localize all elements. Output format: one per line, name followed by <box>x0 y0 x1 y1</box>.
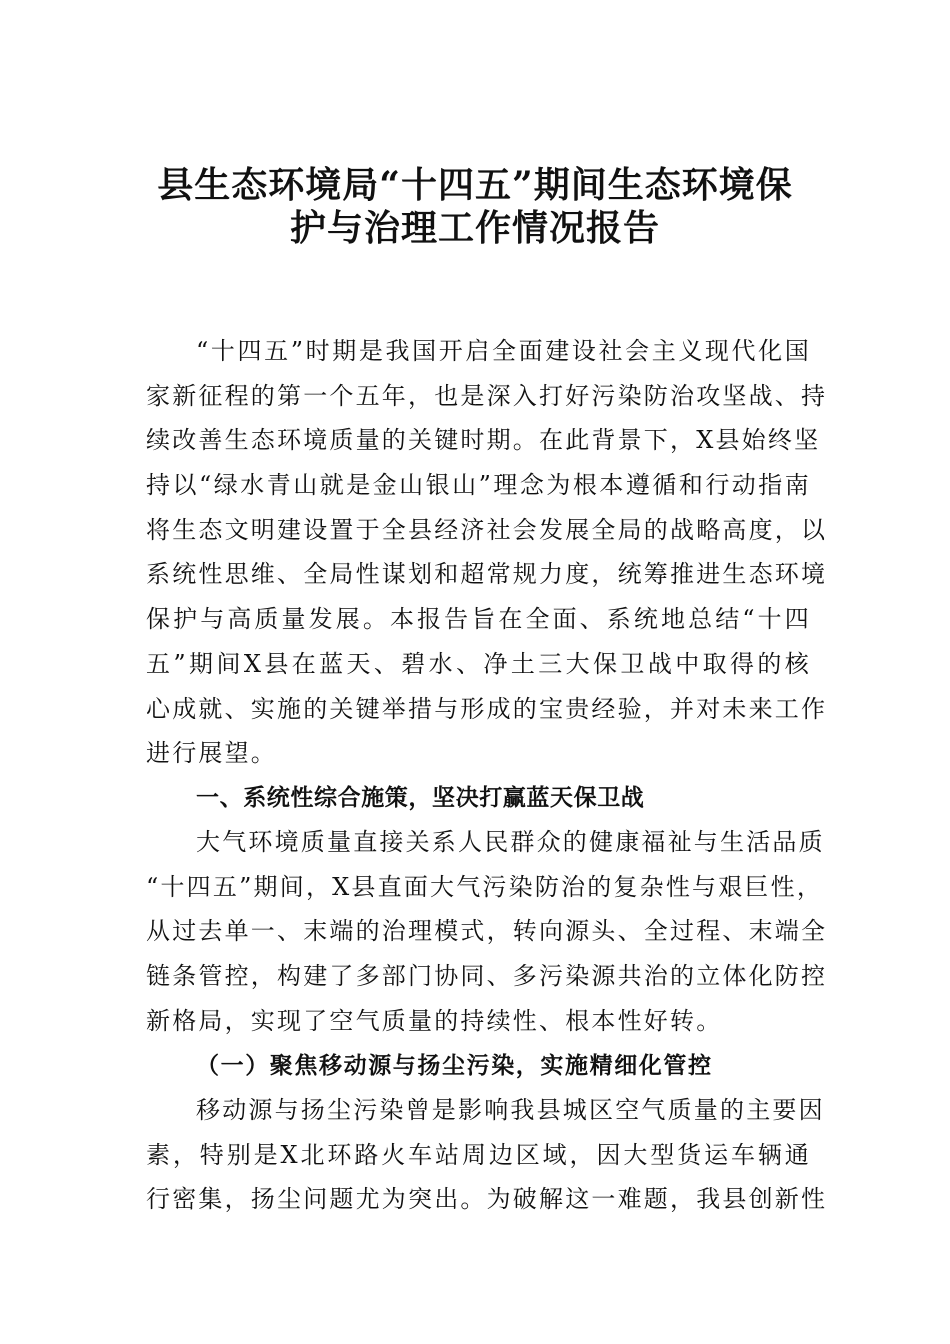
section-heading-1: 一、系统性综合施策，坚决打赢蓝天保卫战 <box>196 785 645 811</box>
section1-line: 从过去单一、末端的治理模式，转向源头、全过程、末端全 <box>146 917 828 946</box>
intro-line: 持以“绿水青山就是金山银山”理念为根本遵循和行动指南 <box>146 471 811 500</box>
intro-line: 进行展望。 <box>146 739 277 768</box>
subsection1-line: 移动源与扬尘污染曾是影响我县城区空气质量的主要因 <box>196 1096 825 1124</box>
intro-line: 保护与高质量发展。本报告旨在全面、系统地总结“十四 <box>146 605 811 634</box>
subsection1-line: 行密集，扬尘问题尤为突出。为破解这一难题，我县创新性 <box>146 1185 828 1214</box>
intro-line: 系统性思维、全局性谋划和超常规力度，统筹推进生态环境 <box>146 560 828 589</box>
intro-line: 五”期间X县在蓝天、碧水、净土三大保卫战中取得的核 <box>146 649 811 678</box>
document-title-line-2: 护与治理工作情况报告 <box>289 207 660 249</box>
intro-line: “十四五”时期是我国开启全面建设社会主义现代化国 <box>196 337 811 365</box>
section1-line: 大气环境质量直接关系人民群众的健康福祉与生活品质 <box>196 828 825 856</box>
intro-paragraph <box>146 329 828 776</box>
document-title-line-1: 县生态环境局“十四五”期间生态环境保 <box>157 164 793 206</box>
section1-paragraph <box>146 820 828 1043</box>
intro-line: 家新征程的第一个五年，也是深入打好污染防治攻坚战、持 <box>146 381 828 410</box>
subsection1-line: 素，特别是X北环路火车站周边区域，因大型货运车辆通 <box>146 1140 811 1169</box>
section1-line: “十四五”期间，X县直面大气污染防治的复杂性与艰巨性， <box>146 872 824 901</box>
intro-line: 将生态文明建设置于全县经济社会发展全局的战略高度，以 <box>146 515 828 544</box>
section1-line: 新格局，实现了空气质量的持续性、根本性好转。 <box>146 1006 723 1035</box>
subsection-heading-1: （一）聚焦移动源与扬尘污染，实施精细化管控 <box>196 1052 713 1079</box>
intro-line: 心成就、实施的关键举措与形成的宝贵经验，并对未来工作 <box>146 694 828 723</box>
section1-line: 链条管控，构建了多部门协同、多污染源共治的立体化防控 <box>146 962 828 991</box>
intro-line: 续改善生态环境质量的关键时期。在此背景下，X县始终坚 <box>146 426 821 455</box>
subsection1-paragraph <box>146 1088 828 1222</box>
